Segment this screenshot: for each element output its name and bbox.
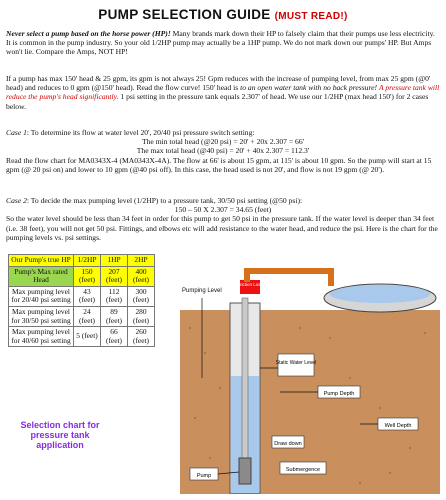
head-note-paragraph [6,74,440,111]
case2-body: So the water level should be less than 34 feet in order for this pump to get 50 psi in the pressure tank. If the water level is deeper than 34 feet (i.e. 38 feet), you will not get 50 psi. Fittings, and elbows etc will add resistance to the water head, and reduce the psi. Here is the chart for the pumping levels vs. psi settings. [6,214,438,242]
table-cell: 5 (feet) [74,327,101,347]
case2-paragraph [6,196,440,242]
pump-depth-label: Pump Depth [323,391,355,397]
submergence-label: Submergence [285,467,321,473]
table-row [9,306,155,326]
pumping-level-label: Pumping Level [182,288,222,294]
intro-body: Many brands mark down their HP to falsely claim that their pumps use less electricity. It is common in the pump industry. So your old 1/2HP pump may actually be a 1HP pump. We do not mark down our pumps' HP. But Amps won't lie. Compare the Amps, NOT HP! [6,29,435,57]
draw-down-label: Draw down [274,441,302,447]
table-cell: 89 (feet) [101,306,128,326]
table-cell: 300 (feet) [128,286,155,306]
head-note-a: If a pump has max 150' head & 25 gpm, its gpm is not always 25! Gpm reduces with the increase of pumping level, from max 25 gpm (@0' head) and reduces to 0 gpm (@150' head). Read the flow curve! 150' head is [6,74,431,93]
case1-paragraph [6,128,440,174]
table-cell: 66 (feet) [101,327,128,347]
table-header-cell: 2HP [128,255,155,267]
title-main: PUMP SELECTION GUIDE [98,7,271,22]
case1-body: Read the flow chart for MA0343X-4 (MA0343X-4A). The flow at 66' is about 15 gpm, at 115' is about 10 gpm. So the pump will start at 15 gpm (@ 20 psi on) and lower to 10 gpm (@40 psi off). In this case, the head used is not 20', and flow is not 19 gpm (@ 20'). [6,155,432,174]
outlet-pipe [246,268,332,274]
intro-lead: Never select a pump based on the horse power (HP)! [6,29,171,38]
table-cell: 400 (feet) [128,266,155,286]
outlet-riser [244,268,250,282]
table-row [9,266,155,286]
static-level-label: Static Water Level [275,360,317,366]
table-caption: Selection chart for pressure tank application [20,420,100,450]
table-cell: Max pumping level for 30/50 psi setting [9,306,74,326]
table-cell: 260 (feet) [128,327,155,347]
case1-label: Case 1 [6,128,27,137]
intro-paragraph [6,29,440,57]
head-note-pressure-warning: A pressure tank will reduce the pump's head significantly. [6,83,440,102]
table-row [9,327,155,347]
drop-pipe [242,298,248,458]
pump-selection-table [8,254,155,347]
page-title [0,7,446,22]
table-cell: Max pumping level for 20/40 psi setting [9,286,74,306]
case1-max-head: The max total head (@40 psi) = 20' + 40x 2.307 = 112.3' [136,146,310,156]
table-cell: 24 (feet) [74,306,101,326]
table-cell: 112 (feet) [101,286,128,306]
friction-loss-label: Friction Loss [237,282,263,287]
title-warning: (MUST READ!) [274,11,348,22]
table-cell: 150 (feet) [74,266,101,286]
case1-text: : To determine its flow at water level 20', 20/40 psi pressure switch setting: [26,128,255,137]
head-note-b: to an open water tank with no back pressure! [240,83,378,93]
pump-body [239,458,251,484]
well-depth-label: Well Depth [384,423,412,429]
case2-label: Case 2 [6,196,27,205]
table-header-cell: 1/2HP [74,255,101,267]
table-cell: 207 (feet) [101,266,128,286]
head-note-e: 1 psi setting in the pressure tank equals 2.307' of head. We use our 1/2HP (max head 150') for 2 cases below. [6,92,429,111]
table-header-row [9,255,155,267]
case2-formula: 150 – 50 X 2.307 = 34.65 (feet) [174,205,272,215]
table-cell: 280 (feet) [128,306,155,326]
table-cell: 43 (feet) [74,286,101,306]
table-row [9,286,155,306]
table-header-cell: Our Pump's true HP [9,255,74,267]
case1-min-head: The min total head (@20 psi) = 20' + 20x 2.307 = 66' [142,137,304,147]
pump-label: Pump [196,473,212,479]
tank-water [330,285,430,303]
well-pump-diagram [180,258,440,494]
case2-text: : To decide the max pumping level (1/2HP) to a pressure tank, 30/50 psi setting (@50 psi): [26,196,303,205]
table-header-cell: 1HP [101,255,128,267]
table-cell: Max pumping level for 40/60 psi setting [9,327,74,347]
table-cell: Pump's Max rated Head [9,266,74,286]
tank-inlet [328,268,334,286]
